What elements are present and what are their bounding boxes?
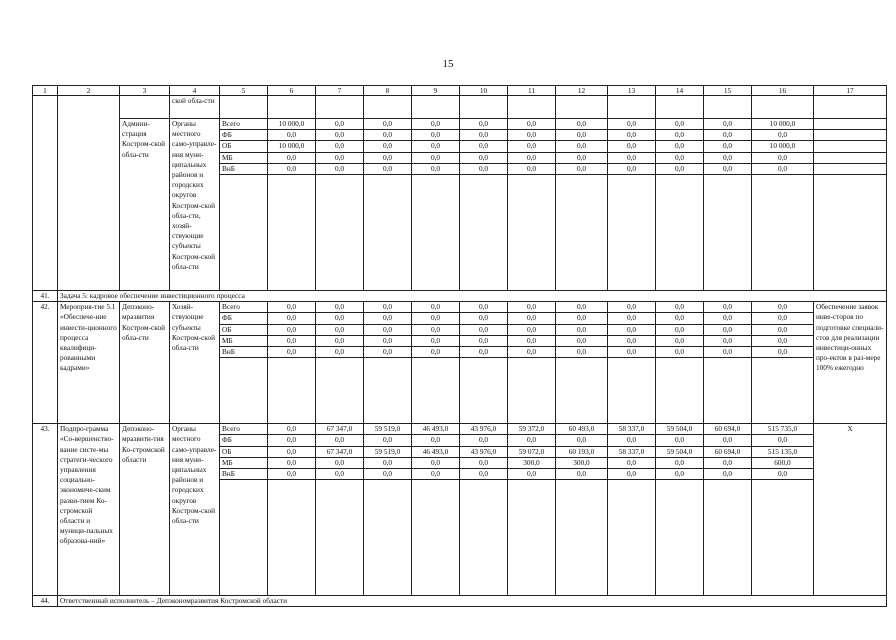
fin-label: ОБ bbox=[220, 446, 268, 457]
executor-heading: Ответственный исполнитель – Депэкономразвития Костромской области bbox=[58, 596, 887, 607]
cell-col17 bbox=[814, 119, 887, 130]
value-cell: 0,0 bbox=[556, 130, 608, 141]
value-cell: 0,0 bbox=[656, 335, 704, 346]
cell-empty bbox=[556, 175, 608, 291]
value-cell: 0,0 bbox=[508, 130, 556, 141]
cell-empty bbox=[814, 96, 887, 119]
cell-empty bbox=[268, 480, 316, 596]
value-cell: 0,0 bbox=[608, 335, 656, 346]
value-cell: 0,0 bbox=[268, 313, 316, 324]
column-header: 12 bbox=[556, 86, 608, 96]
value-cell: 0,0 bbox=[316, 302, 364, 313]
value-cell: 0,0 bbox=[412, 469, 460, 480]
responsible: Депэконо-мразвития Костром-ской обла-сти bbox=[120, 302, 170, 424]
value-cell: 0,0 bbox=[556, 302, 608, 313]
value-cell: 0,0 bbox=[364, 152, 412, 163]
value-cell: 0,0 bbox=[508, 141, 556, 152]
fin-label: ОБ bbox=[220, 324, 268, 335]
value-cell: 0,0 bbox=[460, 119, 508, 130]
value-cell: 0,0 bbox=[752, 347, 814, 358]
value-cell: 0,0 bbox=[704, 152, 752, 163]
value-cell: 0,0 bbox=[364, 141, 412, 152]
value-cell: 0,0 bbox=[656, 302, 704, 313]
value-cell: 59 504,0 bbox=[656, 424, 704, 435]
value-cell: 0,0 bbox=[556, 152, 608, 163]
cell-empty bbox=[704, 175, 752, 291]
value-cell: 0,0 bbox=[556, 435, 608, 446]
value-cell: 0,0 bbox=[268, 335, 316, 346]
value-cell: 60 694,0 bbox=[704, 446, 752, 457]
value-cell: 0,0 bbox=[752, 130, 814, 141]
value-cell: 0,0 bbox=[608, 469, 656, 480]
cell-empty bbox=[460, 175, 508, 291]
value-cell: 0,0 bbox=[364, 335, 412, 346]
value-cell: 67 347,0 bbox=[316, 424, 364, 435]
value-cell: 0,0 bbox=[316, 469, 364, 480]
value-cell: 0,0 bbox=[704, 141, 752, 152]
value-cell: 0,0 bbox=[316, 335, 364, 346]
measure-name: Подпро-грамма «Со-вершенство-вание систе-мы стратеги-ческого управления социально-экономиче-ским разви-тием Ко-стромской области и муници-пальных образова-ний» bbox=[58, 424, 120, 596]
value-cell: 0,0 bbox=[508, 335, 556, 346]
cell-empty bbox=[508, 175, 556, 291]
table-row bbox=[33, 291, 887, 302]
cell-empty bbox=[220, 96, 268, 119]
value-cell: 0,0 bbox=[460, 313, 508, 324]
value-cell: 0,0 bbox=[752, 313, 814, 324]
cell-empty bbox=[364, 175, 412, 291]
cell-empty bbox=[556, 480, 608, 596]
value-cell: 0,0 bbox=[508, 435, 556, 446]
value-cell: 0,0 bbox=[608, 130, 656, 141]
value-cell: 60 493,0 bbox=[556, 424, 608, 435]
value-cell: 0,0 bbox=[268, 446, 316, 457]
value-cell: 59 504,0 bbox=[656, 446, 704, 457]
cell-empty bbox=[814, 175, 887, 291]
value-cell: 0,0 bbox=[460, 152, 508, 163]
row-number: 44. bbox=[33, 596, 58, 607]
value-cell: 0,0 bbox=[704, 457, 752, 468]
cell-empty bbox=[364, 96, 412, 119]
value-cell: 0,0 bbox=[656, 152, 704, 163]
value-cell: 0,0 bbox=[268, 130, 316, 141]
value-cell: 0,0 bbox=[656, 324, 704, 335]
cell-empty bbox=[704, 96, 752, 119]
column-header: 6 bbox=[268, 86, 316, 96]
value-cell: 0,0 bbox=[508, 469, 556, 480]
value-cell: 0,0 bbox=[704, 435, 752, 446]
cell-empty bbox=[556, 358, 608, 424]
value-cell: 0,0 bbox=[608, 152, 656, 163]
value-cell: 0,0 bbox=[268, 469, 316, 480]
column-header: 5 bbox=[220, 86, 268, 96]
value-cell: 0,0 bbox=[460, 469, 508, 480]
value-cell: 0,0 bbox=[412, 347, 460, 358]
value-cell: 59 519,0 bbox=[364, 424, 412, 435]
value-cell: 0,0 bbox=[412, 335, 460, 346]
value-cell: 0,0 bbox=[508, 119, 556, 130]
fin-label: ВнБ bbox=[220, 347, 268, 358]
cell-col4: Органы местного само-управле-ния муни-ципальных районов и городских округов Костром-ской обла-сти, хозяй-ствующие субъекты Костром-ской обла-сти bbox=[170, 119, 220, 291]
value-cell: 0,0 bbox=[316, 313, 364, 324]
value-cell: 0,0 bbox=[316, 435, 364, 446]
value-cell: 0,0 bbox=[460, 130, 508, 141]
value-cell: 0,0 bbox=[508, 347, 556, 358]
value-cell: 0,0 bbox=[412, 324, 460, 335]
column-header: 13 bbox=[608, 86, 656, 96]
value-cell: 0,0 bbox=[316, 130, 364, 141]
cell-empty bbox=[460, 358, 508, 424]
fin-label: ВнБ bbox=[220, 163, 268, 174]
value-cell: 515 735,0 bbox=[752, 424, 814, 435]
value-cell: 0,0 bbox=[656, 163, 704, 174]
cell-empty bbox=[704, 480, 752, 596]
value-cell: 0,0 bbox=[364, 163, 412, 174]
cell-empty bbox=[268, 175, 316, 291]
value-cell: 0,0 bbox=[508, 163, 556, 174]
cell-empty bbox=[220, 480, 268, 596]
cell-empty bbox=[752, 358, 814, 424]
co-executor: Органы местного само-управле-ния муни-ципальных районов и городских округов Костром-ской обла-сти bbox=[170, 424, 220, 596]
value-cell: 0,0 bbox=[608, 457, 656, 468]
cell-empty bbox=[752, 175, 814, 291]
cell-col17 bbox=[814, 152, 887, 163]
fin-label: Всего bbox=[220, 119, 268, 130]
cell-empty bbox=[412, 358, 460, 424]
cell-empty bbox=[508, 480, 556, 596]
cell-empty bbox=[316, 96, 364, 119]
cell-empty bbox=[656, 358, 704, 424]
responsible: Депэконо-мразвити-тия Ко-стромской области bbox=[120, 424, 170, 596]
value-cell: 43 976,0 bbox=[460, 424, 508, 435]
column-header: 14 bbox=[656, 86, 704, 96]
cell-empty bbox=[220, 358, 268, 424]
fin-label: ФБ bbox=[220, 313, 268, 324]
fin-label: ФБ bbox=[220, 435, 268, 446]
value-cell: 0,0 bbox=[364, 130, 412, 141]
cell-empty bbox=[656, 96, 704, 119]
table-row bbox=[33, 302, 887, 313]
value-cell: 0,0 bbox=[608, 347, 656, 358]
value-cell: 0,0 bbox=[508, 324, 556, 335]
value-cell: 0,0 bbox=[460, 347, 508, 358]
value-cell: 60 193,0 bbox=[556, 446, 608, 457]
cell-col2 bbox=[58, 96, 120, 291]
value-cell: 59 072,0 bbox=[508, 446, 556, 457]
value-cell: 0,0 bbox=[656, 141, 704, 152]
fin-label: ФБ bbox=[220, 130, 268, 141]
column-header: 4 bbox=[170, 86, 220, 96]
value-cell: 67 347,0 bbox=[316, 446, 364, 457]
value-cell: 0,0 bbox=[412, 163, 460, 174]
value-cell: 0,0 bbox=[556, 335, 608, 346]
cell-empty bbox=[412, 480, 460, 596]
cell-empty bbox=[364, 480, 412, 596]
value-cell: 0,0 bbox=[556, 324, 608, 335]
value-cell: 0,0 bbox=[556, 313, 608, 324]
value-cell: 0,0 bbox=[364, 313, 412, 324]
value-cell: 0,0 bbox=[460, 302, 508, 313]
expected-result: Обеспечение заявок инве-сторов по подготовке специали-стов для реализации инвестици-онных про-ектов в раз-мере 100% ежегодно bbox=[814, 302, 887, 424]
value-cell: 0,0 bbox=[656, 119, 704, 130]
value-cell: 0,0 bbox=[704, 335, 752, 346]
cell-empty bbox=[220, 175, 268, 291]
value-cell: 0,0 bbox=[608, 302, 656, 313]
value-cell: 59 372,0 bbox=[508, 424, 556, 435]
value-cell: 0,0 bbox=[556, 163, 608, 174]
column-header: 7 bbox=[316, 86, 364, 96]
value-cell: 0,0 bbox=[556, 119, 608, 130]
value-cell: 0,0 bbox=[364, 347, 412, 358]
table-row bbox=[33, 96, 887, 119]
value-cell: 0,0 bbox=[460, 141, 508, 152]
table-row bbox=[33, 119, 887, 130]
value-cell: 0,0 bbox=[412, 302, 460, 313]
cell-empty bbox=[268, 358, 316, 424]
value-cell: 10 000,0 bbox=[752, 119, 814, 130]
column-header: 10 bbox=[460, 86, 508, 96]
cell-empty bbox=[412, 175, 460, 291]
column-header: 17 bbox=[814, 86, 887, 96]
value-cell: 60 694,0 bbox=[704, 424, 752, 435]
value-cell: 0,0 bbox=[364, 435, 412, 446]
column-header: 15 bbox=[704, 86, 752, 96]
value-cell: 0,0 bbox=[752, 152, 814, 163]
cell-col17 bbox=[814, 163, 887, 174]
cell-empty bbox=[460, 480, 508, 596]
expected-result: Х bbox=[814, 424, 887, 596]
value-cell: 0,0 bbox=[460, 335, 508, 346]
column-header: 11 bbox=[508, 86, 556, 96]
value-cell: 0,0 bbox=[752, 335, 814, 346]
value-cell: 0,0 bbox=[364, 324, 412, 335]
value-cell: 43 976,0 bbox=[460, 446, 508, 457]
value-cell: 0,0 bbox=[268, 457, 316, 468]
value-cell: 0,0 bbox=[752, 163, 814, 174]
value-cell: 300,0 bbox=[508, 457, 556, 468]
value-cell: 0,0 bbox=[704, 130, 752, 141]
page-number: 15 bbox=[442, 58, 454, 70]
cell-empty bbox=[556, 96, 608, 119]
column-header: 8 bbox=[364, 86, 412, 96]
value-cell: 0,0 bbox=[656, 347, 704, 358]
value-cell: 0,0 bbox=[268, 435, 316, 446]
value-cell: 0,0 bbox=[316, 347, 364, 358]
value-cell: 0,0 bbox=[364, 119, 412, 130]
value-cell: 0,0 bbox=[608, 163, 656, 174]
column-header: 3 bbox=[120, 86, 170, 96]
value-cell: 0,0 bbox=[752, 435, 814, 446]
value-cell: 600,0 bbox=[752, 457, 814, 468]
value-cell: 0,0 bbox=[656, 469, 704, 480]
value-cell: 0,0 bbox=[752, 302, 814, 313]
value-cell: 0,0 bbox=[704, 347, 752, 358]
value-cell: 0,0 bbox=[704, 324, 752, 335]
value-cell: 0,0 bbox=[704, 119, 752, 130]
cell-empty bbox=[704, 358, 752, 424]
cell-col3: Админи-страция Костром-ской обла-сти bbox=[120, 119, 170, 291]
cell-empty bbox=[412, 96, 460, 119]
value-cell: 0,0 bbox=[316, 152, 364, 163]
fin-label: МБ bbox=[220, 457, 268, 468]
cell-empty bbox=[508, 96, 556, 119]
value-cell: 0,0 bbox=[656, 435, 704, 446]
cell-num bbox=[33, 96, 58, 291]
value-cell: 0,0 bbox=[412, 152, 460, 163]
value-cell: 0,0 bbox=[364, 469, 412, 480]
value-cell: 10 000,0 bbox=[268, 119, 316, 130]
cell-empty bbox=[656, 480, 704, 596]
value-cell: 0,0 bbox=[268, 424, 316, 435]
value-cell: 10 000,0 bbox=[752, 141, 814, 152]
cell-empty bbox=[656, 175, 704, 291]
fin-label: Всего bbox=[220, 424, 268, 435]
value-cell: 0,0 bbox=[704, 313, 752, 324]
value-cell: 0,0 bbox=[316, 324, 364, 335]
co-executor: Хозяй-ствующие субъекты Костром-ской обла-сти bbox=[170, 302, 220, 424]
value-cell: 0,0 bbox=[608, 313, 656, 324]
value-cell: 0,0 bbox=[752, 324, 814, 335]
value-cell: 0,0 bbox=[556, 469, 608, 480]
value-cell: 59 519,0 bbox=[364, 446, 412, 457]
value-cell: 0,0 bbox=[460, 435, 508, 446]
value-cell: 0,0 bbox=[508, 302, 556, 313]
column-header: 9 bbox=[412, 86, 460, 96]
value-cell: 0,0 bbox=[656, 130, 704, 141]
measure-name: Мероприя-тие 5.1 «Обеспече-ние инвести-ционного процесса квалифици-рованными кадрами» bbox=[58, 302, 120, 424]
cell-col17 bbox=[814, 141, 887, 152]
value-cell: 0,0 bbox=[508, 313, 556, 324]
value-cell: 0,0 bbox=[316, 141, 364, 152]
value-cell: 46 493,0 bbox=[412, 424, 460, 435]
value-cell: 0,0 bbox=[268, 302, 316, 313]
column-header: 2 bbox=[58, 86, 120, 96]
value-cell: 0,0 bbox=[412, 435, 460, 446]
cell-empty bbox=[752, 96, 814, 119]
fin-label: МБ bbox=[220, 152, 268, 163]
value-cell: 10 000,0 bbox=[268, 141, 316, 152]
value-cell: 0,0 bbox=[556, 141, 608, 152]
fin-label: ОБ bbox=[220, 141, 268, 152]
table-row bbox=[33, 86, 887, 96]
row-number: 42. bbox=[33, 302, 58, 424]
cell-empty bbox=[316, 175, 364, 291]
fin-label: Всего bbox=[220, 302, 268, 313]
column-header: 16 bbox=[752, 86, 814, 96]
value-cell: 0,0 bbox=[656, 457, 704, 468]
cell-col3 bbox=[120, 96, 170, 119]
value-cell: 0,0 bbox=[608, 435, 656, 446]
cell-empty bbox=[364, 358, 412, 424]
value-cell: 0,0 bbox=[704, 163, 752, 174]
value-cell: 0,0 bbox=[412, 313, 460, 324]
cell-empty bbox=[316, 358, 364, 424]
value-cell: 0,0 bbox=[364, 302, 412, 313]
row-number: 43. bbox=[33, 424, 58, 596]
value-cell: 515 135,0 bbox=[752, 446, 814, 457]
value-cell: 0,0 bbox=[460, 163, 508, 174]
table-row bbox=[33, 596, 887, 607]
value-cell: 0,0 bbox=[412, 141, 460, 152]
value-cell: 0,0 bbox=[460, 457, 508, 468]
cell-empty bbox=[268, 96, 316, 119]
cell-empty bbox=[608, 480, 656, 596]
value-cell: 0,0 bbox=[608, 324, 656, 335]
value-cell: 0,0 bbox=[704, 302, 752, 313]
cell-empty bbox=[608, 358, 656, 424]
value-cell: 46 493,0 bbox=[412, 446, 460, 457]
value-cell: 0,0 bbox=[268, 324, 316, 335]
budget-table bbox=[32, 85, 887, 607]
value-cell: 0,0 bbox=[316, 119, 364, 130]
cell-empty bbox=[608, 96, 656, 119]
value-cell: 0,0 bbox=[412, 457, 460, 468]
value-cell: 0,0 bbox=[268, 347, 316, 358]
value-cell: 0,0 bbox=[268, 152, 316, 163]
value-cell: 300,0 bbox=[556, 457, 608, 468]
cell-empty bbox=[608, 175, 656, 291]
fin-label: ВнБ bbox=[220, 469, 268, 480]
value-cell: 0,0 bbox=[608, 119, 656, 130]
value-cell: 0,0 bbox=[508, 152, 556, 163]
value-cell: 0,0 bbox=[316, 457, 364, 468]
cell-empty bbox=[752, 480, 814, 596]
fin-label: МБ bbox=[220, 335, 268, 346]
cell-empty bbox=[508, 358, 556, 424]
cell-col4-top: ской обла-сти bbox=[170, 96, 220, 119]
column-header: 1 bbox=[33, 86, 58, 96]
value-cell: 0,0 bbox=[412, 130, 460, 141]
value-cell: 0,0 bbox=[656, 313, 704, 324]
value-cell: 0,0 bbox=[608, 141, 656, 152]
value-cell: 58 337,0 bbox=[608, 446, 656, 457]
row-number: 41. bbox=[33, 291, 58, 302]
value-cell: 0,0 bbox=[364, 457, 412, 468]
cell-empty bbox=[316, 480, 364, 596]
value-cell: 0,0 bbox=[316, 163, 364, 174]
value-cell: 0,0 bbox=[268, 163, 316, 174]
cell-col17 bbox=[814, 130, 887, 141]
task-heading: Задача 5: кадровое обеспечение инвестиционного процесса bbox=[58, 291, 887, 302]
cell-empty bbox=[460, 96, 508, 119]
value-cell: 0,0 bbox=[460, 324, 508, 335]
value-cell: 0,0 bbox=[556, 347, 608, 358]
value-cell: 0,0 bbox=[412, 119, 460, 130]
value-cell: 0,0 bbox=[752, 469, 814, 480]
value-cell: 58 337,0 bbox=[608, 424, 656, 435]
table-row bbox=[33, 424, 887, 435]
value-cell: 0,0 bbox=[704, 469, 752, 480]
